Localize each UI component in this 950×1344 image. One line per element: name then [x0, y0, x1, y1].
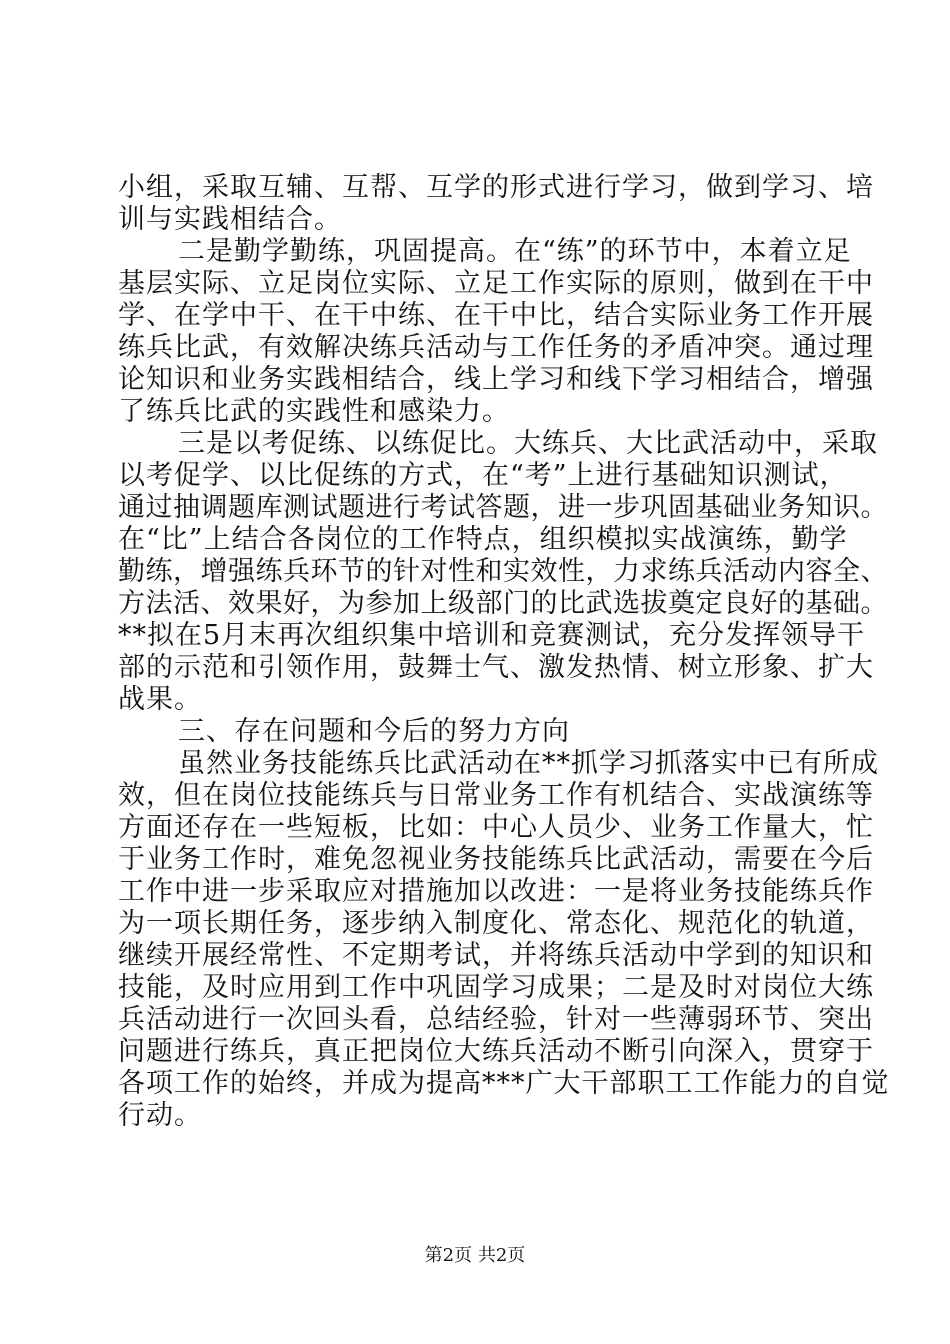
- body-text-line: 基层实际、立足岗位实际、立足工作实际的原则，做到在干中: [118, 268, 874, 299]
- body-text-line: 战果。: [118, 684, 202, 715]
- body-text-line: 二是勤学勤练，巩固提高。在“练”的环节中，本着立足: [178, 236, 852, 267]
- page-footer: 第2页 共2页: [424, 1245, 526, 1266]
- body-text-line: 方面还存在一些短板，比如：中心人员少、业务工作量大，忙: [118, 812, 874, 843]
- body-text-line: 虽然业务技能练兵比武活动在**抓学习抓落实中已有所成: [178, 748, 879, 779]
- body-text-line: 为一项长期任务，逐步纳入制度化、常态化、规范化的轨道，: [118, 908, 874, 939]
- body-text-line: 于业务工作时，难免忽视业务技能练兵比武活动，需要在今后: [118, 844, 874, 875]
- body-text-line: 效，但在岗位技能练兵与日常业务工作有机结合、实战演练等: [118, 780, 874, 811]
- body-text-line: 继续开展经常性、不定期考试，并将练兵活动中学到的知识和: [118, 940, 874, 971]
- body-text-line: 行动。: [118, 1100, 202, 1131]
- body-text-line: 训与实践相结合。: [118, 204, 342, 235]
- body-text-line: 在“比”上结合各岗位的工作特点，组织模拟实战演练，勤学: [118, 524, 848, 555]
- body-text-line: 通过抽调题库测试题进行考试答题，进一步巩固基础业务知识。: [118, 492, 888, 523]
- body-text-line: 工作中进一步采取应对措施加以改进：一是将业务技能练兵作: [118, 876, 874, 907]
- body-text-line: 方法活、效果好，为参加上级部门的比武选拔奠定良好的基础。: [118, 588, 888, 619]
- body-text-line: 部的示范和引领作用，鼓舞士气、激发热情、树立形象、扩大: [118, 652, 874, 683]
- body-text-line: 论知识和业务实践相结合，线上学习和线下学习相结合，增强: [118, 364, 874, 395]
- body-text-line: 兵活动进行一次回头看，总结经验，针对一些薄弱环节、突出: [118, 1004, 874, 1035]
- body-text-line: 练兵比武，有效解决练兵活动与工作任务的矛盾冲突。通过理: [118, 332, 874, 363]
- section-heading: 三、存在问题和今后的努力方向: [178, 716, 570, 747]
- body-text-line: 技能，及时应用到工作中巩固学习成果；二是及时对岗位大练: [118, 972, 874, 1003]
- body-text-line: 了练兵比武的实践性和感染力。: [118, 396, 510, 427]
- body-text-line: 学、在学中干、在干中练、在干中比，结合实际业务工作开展: [118, 300, 874, 331]
- body-text-line: 三是以考促练、以练促比。大练兵、大比武活动中，采取: [178, 428, 878, 459]
- body-text-line: 勤练，增强练兵环节的针对性和实效性，力求练兵活动内容全、: [118, 556, 888, 587]
- body-text-line: **拟在5月末再次组织集中培训和竞赛测试，充分发挥领导干: [118, 620, 866, 651]
- body-text-line: 小组，采取互辅、互帮、互学的形式进行学习，做到学习、培: [118, 172, 874, 203]
- body-text-line: 问题进行练兵，真正把岗位大练兵活动不断引向深入，贯穿于: [118, 1036, 874, 1067]
- body-text-line: 各项工作的始终，并成为提高***广大干部职工工作能力的自觉: [118, 1068, 890, 1099]
- body-text-line: 以考促学、以比促练的方式，在“考”上进行基础知识测试，: [118, 460, 848, 491]
